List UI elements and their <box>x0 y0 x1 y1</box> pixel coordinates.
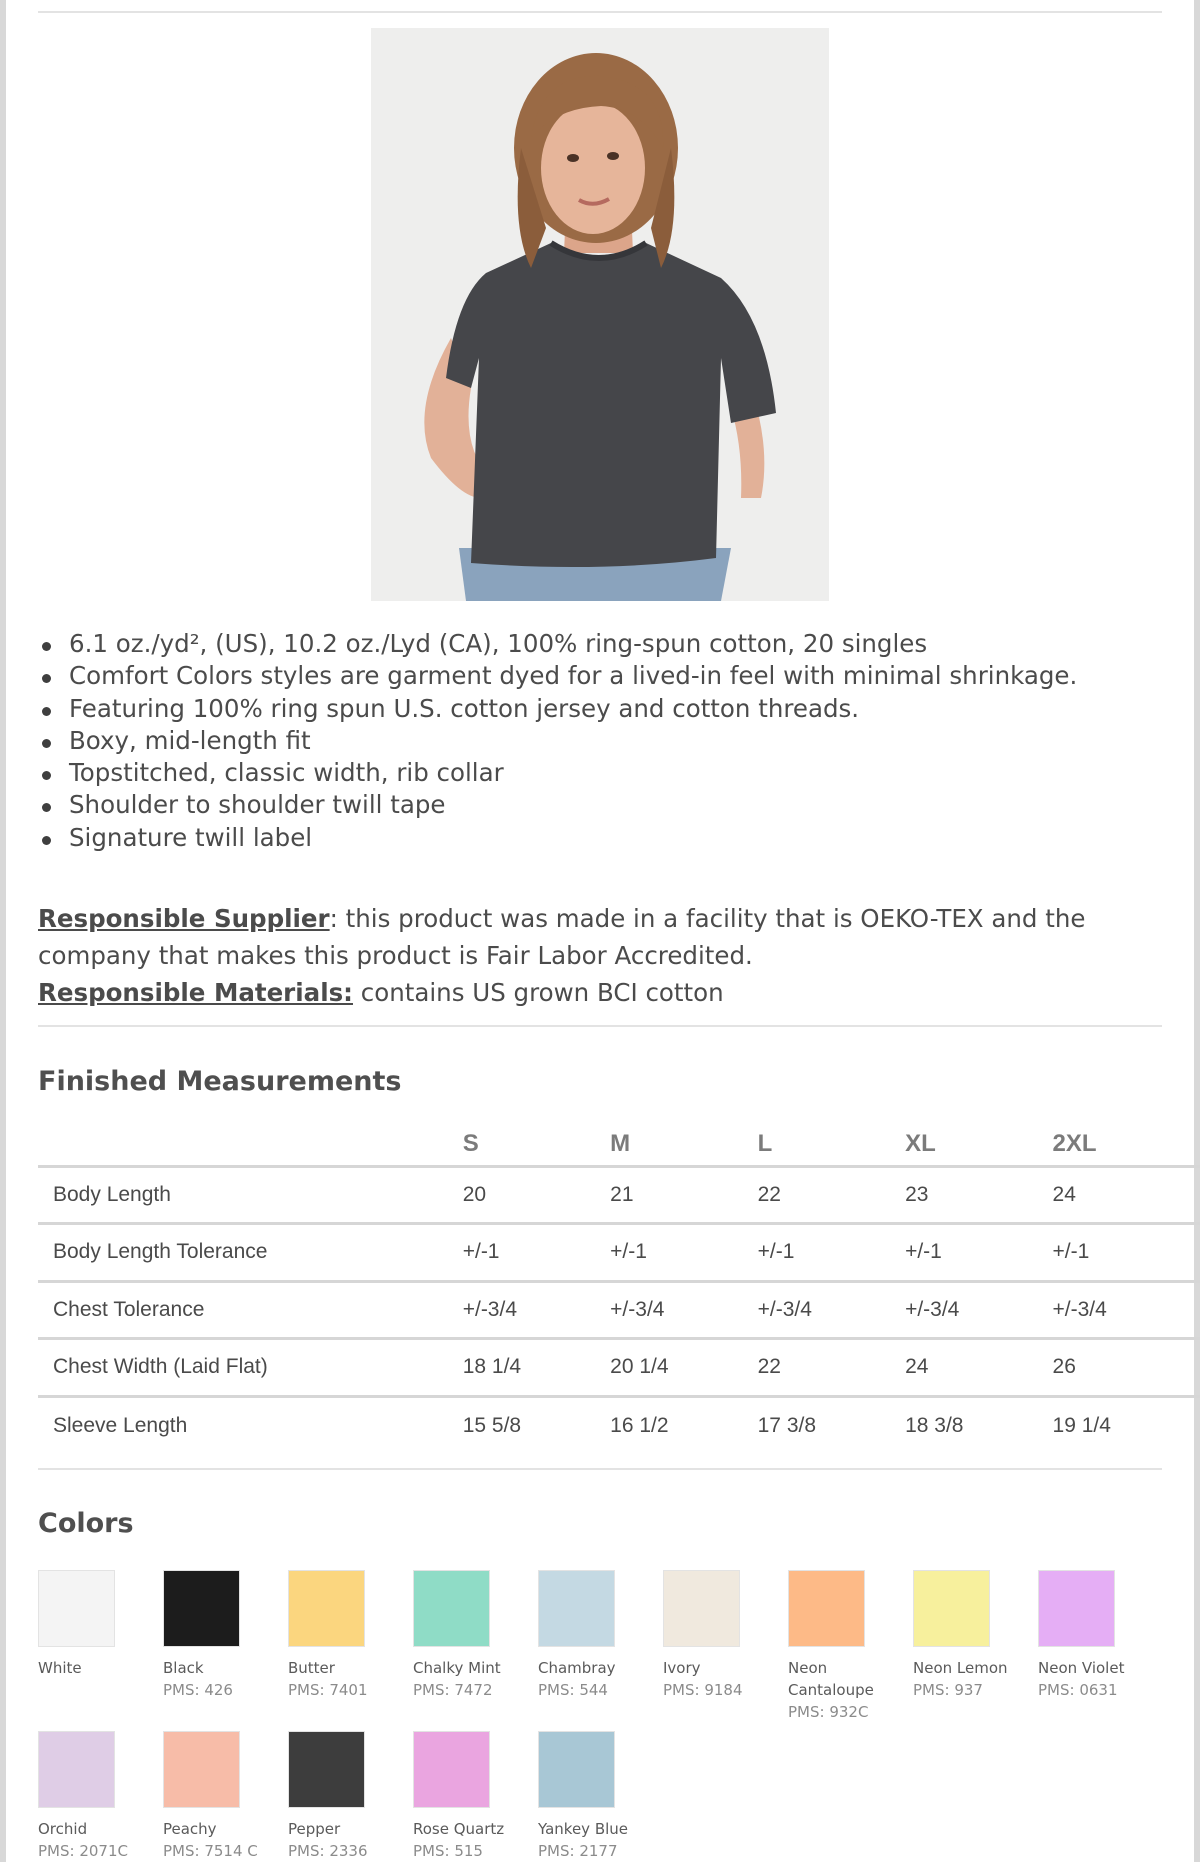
color-name: Pepper <box>288 1820 341 1838</box>
color-name: Neon Violet <box>1038 1659 1125 1677</box>
color-chip[interactable] <box>38 1731 115 1808</box>
table-row <box>38 1281 1200 1339</box>
color-pms: PMS: 7401 <box>288 1681 368 1699</box>
table-row <box>38 1166 1200 1224</box>
color-swatch[interactable] <box>413 1731 538 1862</box>
color-name: Chambray <box>538 1659 616 1677</box>
color-name: White <box>38 1659 82 1677</box>
color-swatch[interactable] <box>413 1570 538 1701</box>
divider <box>38 1025 1162 1027</box>
feature-item: Topstitched, classic width, rib collar <box>38 757 1077 789</box>
table-row <box>38 1396 1200 1454</box>
color-chip[interactable] <box>288 1731 365 1808</box>
table-row <box>38 1339 1200 1397</box>
table-cell: +/-3/4 <box>463 1281 610 1339</box>
color-chip[interactable] <box>413 1570 490 1647</box>
color-swatch[interactable] <box>913 1570 1038 1701</box>
table-cell: 18 1/4 <box>463 1339 610 1397</box>
row-label: Body Length Tolerance <box>38 1224 463 1282</box>
table-row <box>38 1224 1200 1282</box>
divider <box>38 11 1162 13</box>
color-name: Butter <box>288 1659 335 1677</box>
measurements-table <box>38 1126 1200 1454</box>
color-name: Neon Cantaloupe <box>788 1659 874 1699</box>
color-name: Rose Quartz <box>413 1820 505 1838</box>
responsible-materials-link[interactable]: Responsible Materials: <box>38 978 353 1007</box>
table-cell: 19 1/4 <box>1052 1413 1111 1437</box>
table-cell: 16 1/2 <box>610 1413 669 1437</box>
size-header: 2XL <box>1053 1126 1200 1166</box>
table-cell: +/-3/4 <box>758 1281 905 1339</box>
color-chip[interactable] <box>913 1570 990 1647</box>
color-pms: PMS: 515 <box>413 1842 483 1860</box>
color-chip[interactable] <box>1038 1570 1115 1647</box>
color-chip[interactable] <box>163 1731 240 1808</box>
color-pms: PMS: 2336 <box>288 1842 368 1860</box>
color-swatch[interactable] <box>663 1570 788 1701</box>
feature-item: Boxy, mid-length fit <box>38 725 1077 757</box>
feature-item: Shoulder to shoulder twill tape <box>38 789 1077 821</box>
measurements-title: Finished Measurements <box>38 1066 402 1097</box>
table-cell: 24 <box>1053 1166 1200 1224</box>
color-chip[interactable] <box>38 1570 115 1647</box>
table-cell: 18 3/8 <box>905 1413 964 1437</box>
color-chip[interactable] <box>538 1570 615 1647</box>
product-photo[interactable] <box>371 28 829 601</box>
color-pms: PMS: 426 <box>163 1681 233 1699</box>
size-header-row <box>38 1126 1200 1166</box>
row-label: Body Length <box>38 1166 463 1224</box>
color-swatch[interactable] <box>538 1570 663 1701</box>
color-swatch[interactable] <box>288 1731 413 1862</box>
color-chip[interactable] <box>288 1570 365 1647</box>
size-header: L <box>758 1126 905 1166</box>
table-cell: +/-1 <box>463 1224 610 1282</box>
color-name: Ivory <box>663 1659 701 1677</box>
color-pms: PMS: 932C <box>788 1703 869 1721</box>
color-name: Neon Lemon <box>913 1659 1008 1677</box>
responsible-supplier-text: : this product was made in a facility that is OEKO-TEX and the company that makes this product is Fair Labor Accredited. <box>38 904 1086 970</box>
color-name: Black <box>163 1659 204 1677</box>
row-label: Chest Width (Laid Flat) <box>38 1339 463 1397</box>
size-header: S <box>463 1126 610 1166</box>
color-pms: PMS: 2071C <box>38 1842 128 1860</box>
color-chip[interactable] <box>538 1731 615 1808</box>
table-cell: +/-1 <box>905 1224 1052 1282</box>
color-name: Chalky Mint <box>413 1659 501 1677</box>
color-chip[interactable] <box>788 1570 865 1647</box>
feature-item: Signature twill label <box>38 822 1077 854</box>
row-label: Sleeve Length <box>53 1413 188 1437</box>
colors-title: Colors <box>38 1508 134 1539</box>
color-swatch[interactable] <box>38 1570 163 1679</box>
color-swatch[interactable] <box>788 1570 913 1723</box>
color-name: Orchid <box>38 1820 88 1838</box>
table-cell: 22 <box>758 1339 905 1397</box>
color-swatch[interactable] <box>288 1570 413 1701</box>
row-label: Chest Tolerance <box>38 1281 463 1339</box>
color-swatch[interactable] <box>163 1570 288 1701</box>
color-chip[interactable] <box>163 1570 240 1647</box>
color-pms: PMS: 7472 <box>413 1681 493 1699</box>
table-cell: +/-3/4 <box>905 1281 1052 1339</box>
header-blank <box>38 1126 463 1166</box>
color-name: Yankey Blue <box>538 1820 629 1838</box>
divider <box>38 1468 1162 1470</box>
color-pms: PMS: 0631 <box>1038 1681 1118 1699</box>
color-name: Peachy <box>163 1820 217 1838</box>
size-header: M <box>610 1126 757 1166</box>
feature-item: Comfort Colors styles are garment dyed for a lived-in feel with minimal shrinkage. <box>38 660 1077 692</box>
responsible-supplier-link[interactable]: Responsible Supplier <box>38 904 330 933</box>
table-cell: 21 <box>610 1166 757 1224</box>
table-cell: 20 <box>463 1166 610 1224</box>
feature-list <box>38 628 1077 854</box>
color-pms: PMS: 9184 <box>663 1681 743 1699</box>
table-cell: 20 1/4 <box>610 1339 757 1397</box>
table-cell: +/-1 <box>610 1224 757 1282</box>
color-chip[interactable] <box>413 1731 490 1808</box>
frame-left-edge <box>0 0 6 1862</box>
color-chip[interactable] <box>663 1570 740 1647</box>
responsible-materials-text: contains US grown BCI cotton <box>352 978 724 1007</box>
color-swatch[interactable] <box>538 1731 663 1862</box>
table-cell: 23 <box>905 1166 1052 1224</box>
size-header: XL <box>905 1126 1052 1166</box>
color-swatch[interactable] <box>163 1731 288 1862</box>
model-tshirt-illustration <box>371 28 829 601</box>
table-cell: 26 <box>1053 1339 1200 1397</box>
color-swatch[interactable] <box>38 1731 163 1862</box>
feature-item: Featuring 100% ring spun U.S. cotton jersey and cotton threads. <box>38 693 1077 725</box>
table-cell: +/-3/4 <box>610 1281 757 1339</box>
frame-right-edge <box>1194 0 1200 1862</box>
table-cell: 15 5/8 <box>462 1413 522 1437</box>
table-cell: 17 3/8 <box>757 1413 817 1437</box>
color-pms: PMS: 937 <box>913 1681 983 1699</box>
table-cell: 22 <box>758 1166 905 1224</box>
color-swatch[interactable] <box>1038 1570 1163 1701</box>
responsibility-info <box>38 900 1162 1011</box>
table-cell: +/-3/4 <box>1053 1281 1200 1339</box>
table-cell: 24 <box>905 1339 1052 1397</box>
color-pms: PMS: 544 <box>538 1681 608 1699</box>
color-pms: PMS: 7514 C <box>163 1842 258 1860</box>
feature-item: 6.1 oz./yd², (US), 10.2 oz./Lyd (CA), 100% ring-spun cotton, 20 singles <box>38 628 1077 660</box>
color-pms: PMS: 2177 <box>538 1842 618 1860</box>
table-cell: +/-1 <box>1053 1224 1200 1282</box>
table-cell: +/-1 <box>758 1224 905 1282</box>
